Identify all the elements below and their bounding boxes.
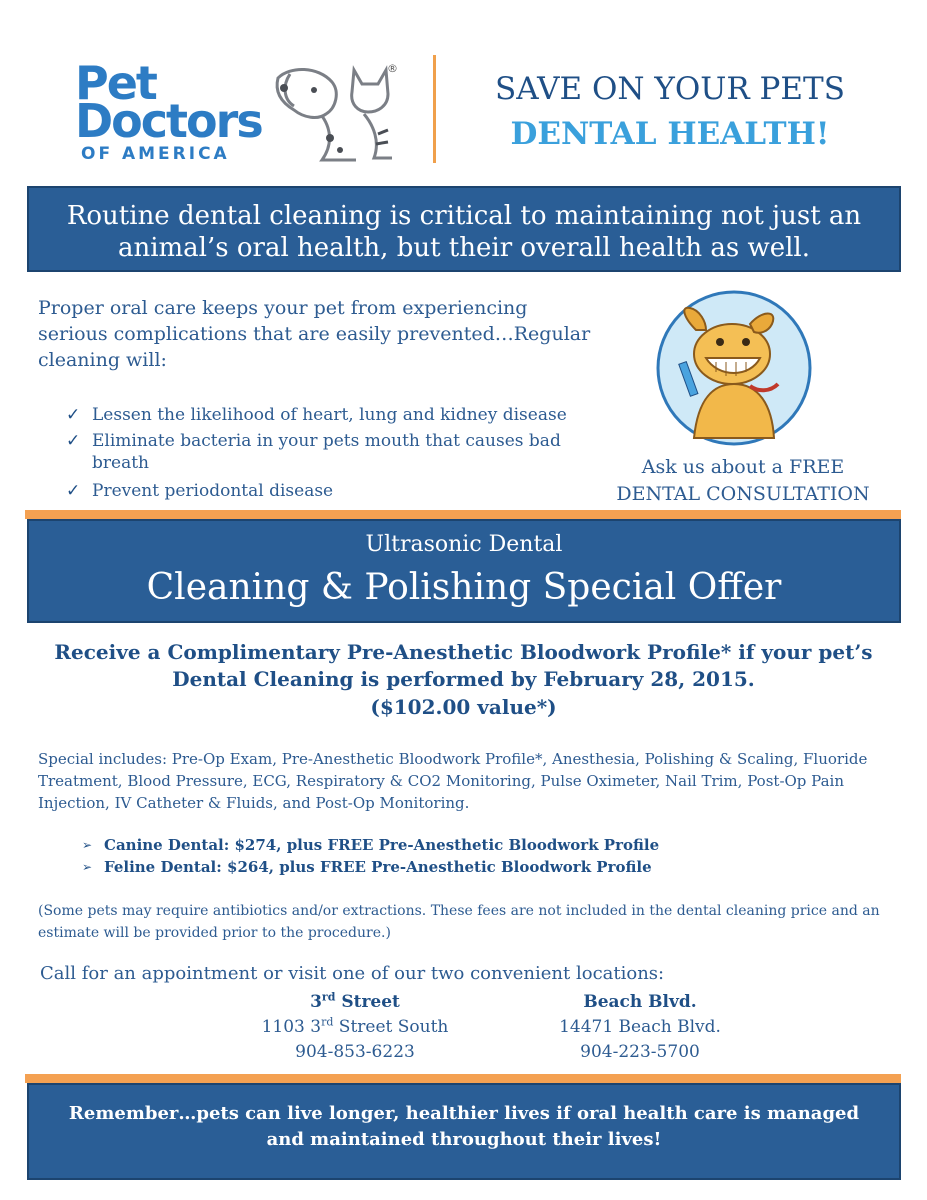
benefit-item [66,480,606,502]
headline-dental-health: DENTAL HEALTH! [510,116,830,152]
location-3rd-street [230,990,480,1065]
promo-line-2: Dental Cleaning is performed by February 28, 2015. [172,667,755,691]
promo-value: ($102.00 value*) [370,695,557,719]
arrow-bullet-icon: ➢ [82,860,93,874]
logo-word-of-america: OF AMERICA [81,144,230,164]
headline-save: SAVE ON YOUR PETS [495,71,845,107]
location-beach-blvd [515,990,765,1065]
closing-banner [27,1083,901,1180]
logo-word-doctors: Doctors [75,94,262,148]
location-address: 14471 Beach Blvd. [559,1017,721,1037]
benefit-text: Lessen the likelihood of heart, lung and kidney disease [92,405,567,425]
checkmark-icon: ✓ [66,405,81,425]
call-to-action: Call for an appointment or visit one of our two convenient locations: [40,963,665,984]
checkmark-icon: ✓ [66,431,81,451]
pet-doctors-logo [75,56,405,170]
promo-line-1: Receive a Complimentary Pre-Anesthetic Bloodwork Profile* if your pet’s [54,640,873,664]
consultation-line-1: Ask us about a FREE [641,456,845,478]
closing-text: Remember…pets can live longer, healthier lives if oral health care is managed and maintained throughout their lives! [68,1103,860,1150]
intro-banner [27,186,901,272]
smiling-dog-toothbrush-illustration [654,288,814,448]
benefit-item [66,430,606,474]
benefit-text: Eliminate bacteria in your pets mouth that causes bad breath [92,431,561,473]
intro-paragraph: Proper oral care keeps your pet from experiencing serious complications that are easily prevented…Regular cleaning will: [38,297,591,371]
arrow-bullet-icon: ➢ [82,838,93,852]
orange-accent-bar [25,510,901,519]
benefit-text: Prevent periodontal disease [92,481,334,501]
checkmark-icon: ✓ [66,481,81,501]
orange-accent-bar [25,1074,901,1083]
location-name: 3rd Street [310,990,400,1012]
offer-banner [27,519,901,623]
benefit-item [66,404,606,426]
price-text: Feline Dental: $264, plus FREE Pre-Anesthetic Bloodwork Profile [104,858,652,876]
offer-subtitle: Ultrasonic Dental [365,532,563,557]
location-phone[interactable]: 904-223-5700 [580,1042,700,1062]
logo-word-pet: Pet [75,56,156,110]
special-includes-text: Special includes: Pre-Op Exam, Pre-Anesthetic Bloodwork Profile*, Anesthesia, Polishing & Scaling, Fluoride Treatment, Blood Pressure, ECG, Respiratory & CO2 Monitoring, Pulse Oximeter, Nail Trim, Post-Op Pain Injection, IV Catheter & Fluids, and Post-Op Monitoring. [38,750,868,812]
location-address: 1103 3rd Street South [261,1015,449,1037]
registered-mark: ® [387,62,398,75]
header-divider [433,55,436,163]
offer-title: Cleaning & Polishing Special Offer [146,567,782,608]
price-text: Canine Dental: $274, plus FREE Pre-Anesthetic Bloodwork Profile [104,836,660,854]
intro-banner-text: Routine dental cleaning is critical to maintaining not just an animal’s oral health, but their overall health as well. [66,201,862,263]
disclaimer-text: (Some pets may require antibiotics and/or extractions. These fees are not included in the dental cleaning price and an estimate will be provided prior to the procedure.) [38,903,880,941]
consultation-line-2: DENTAL CONSULTATION [616,483,870,505]
location-phone[interactable]: 904-853-6223 [295,1042,415,1062]
dog-and-cat-logo-icon [270,60,400,165]
location-name: Beach Blvd. [583,992,697,1012]
